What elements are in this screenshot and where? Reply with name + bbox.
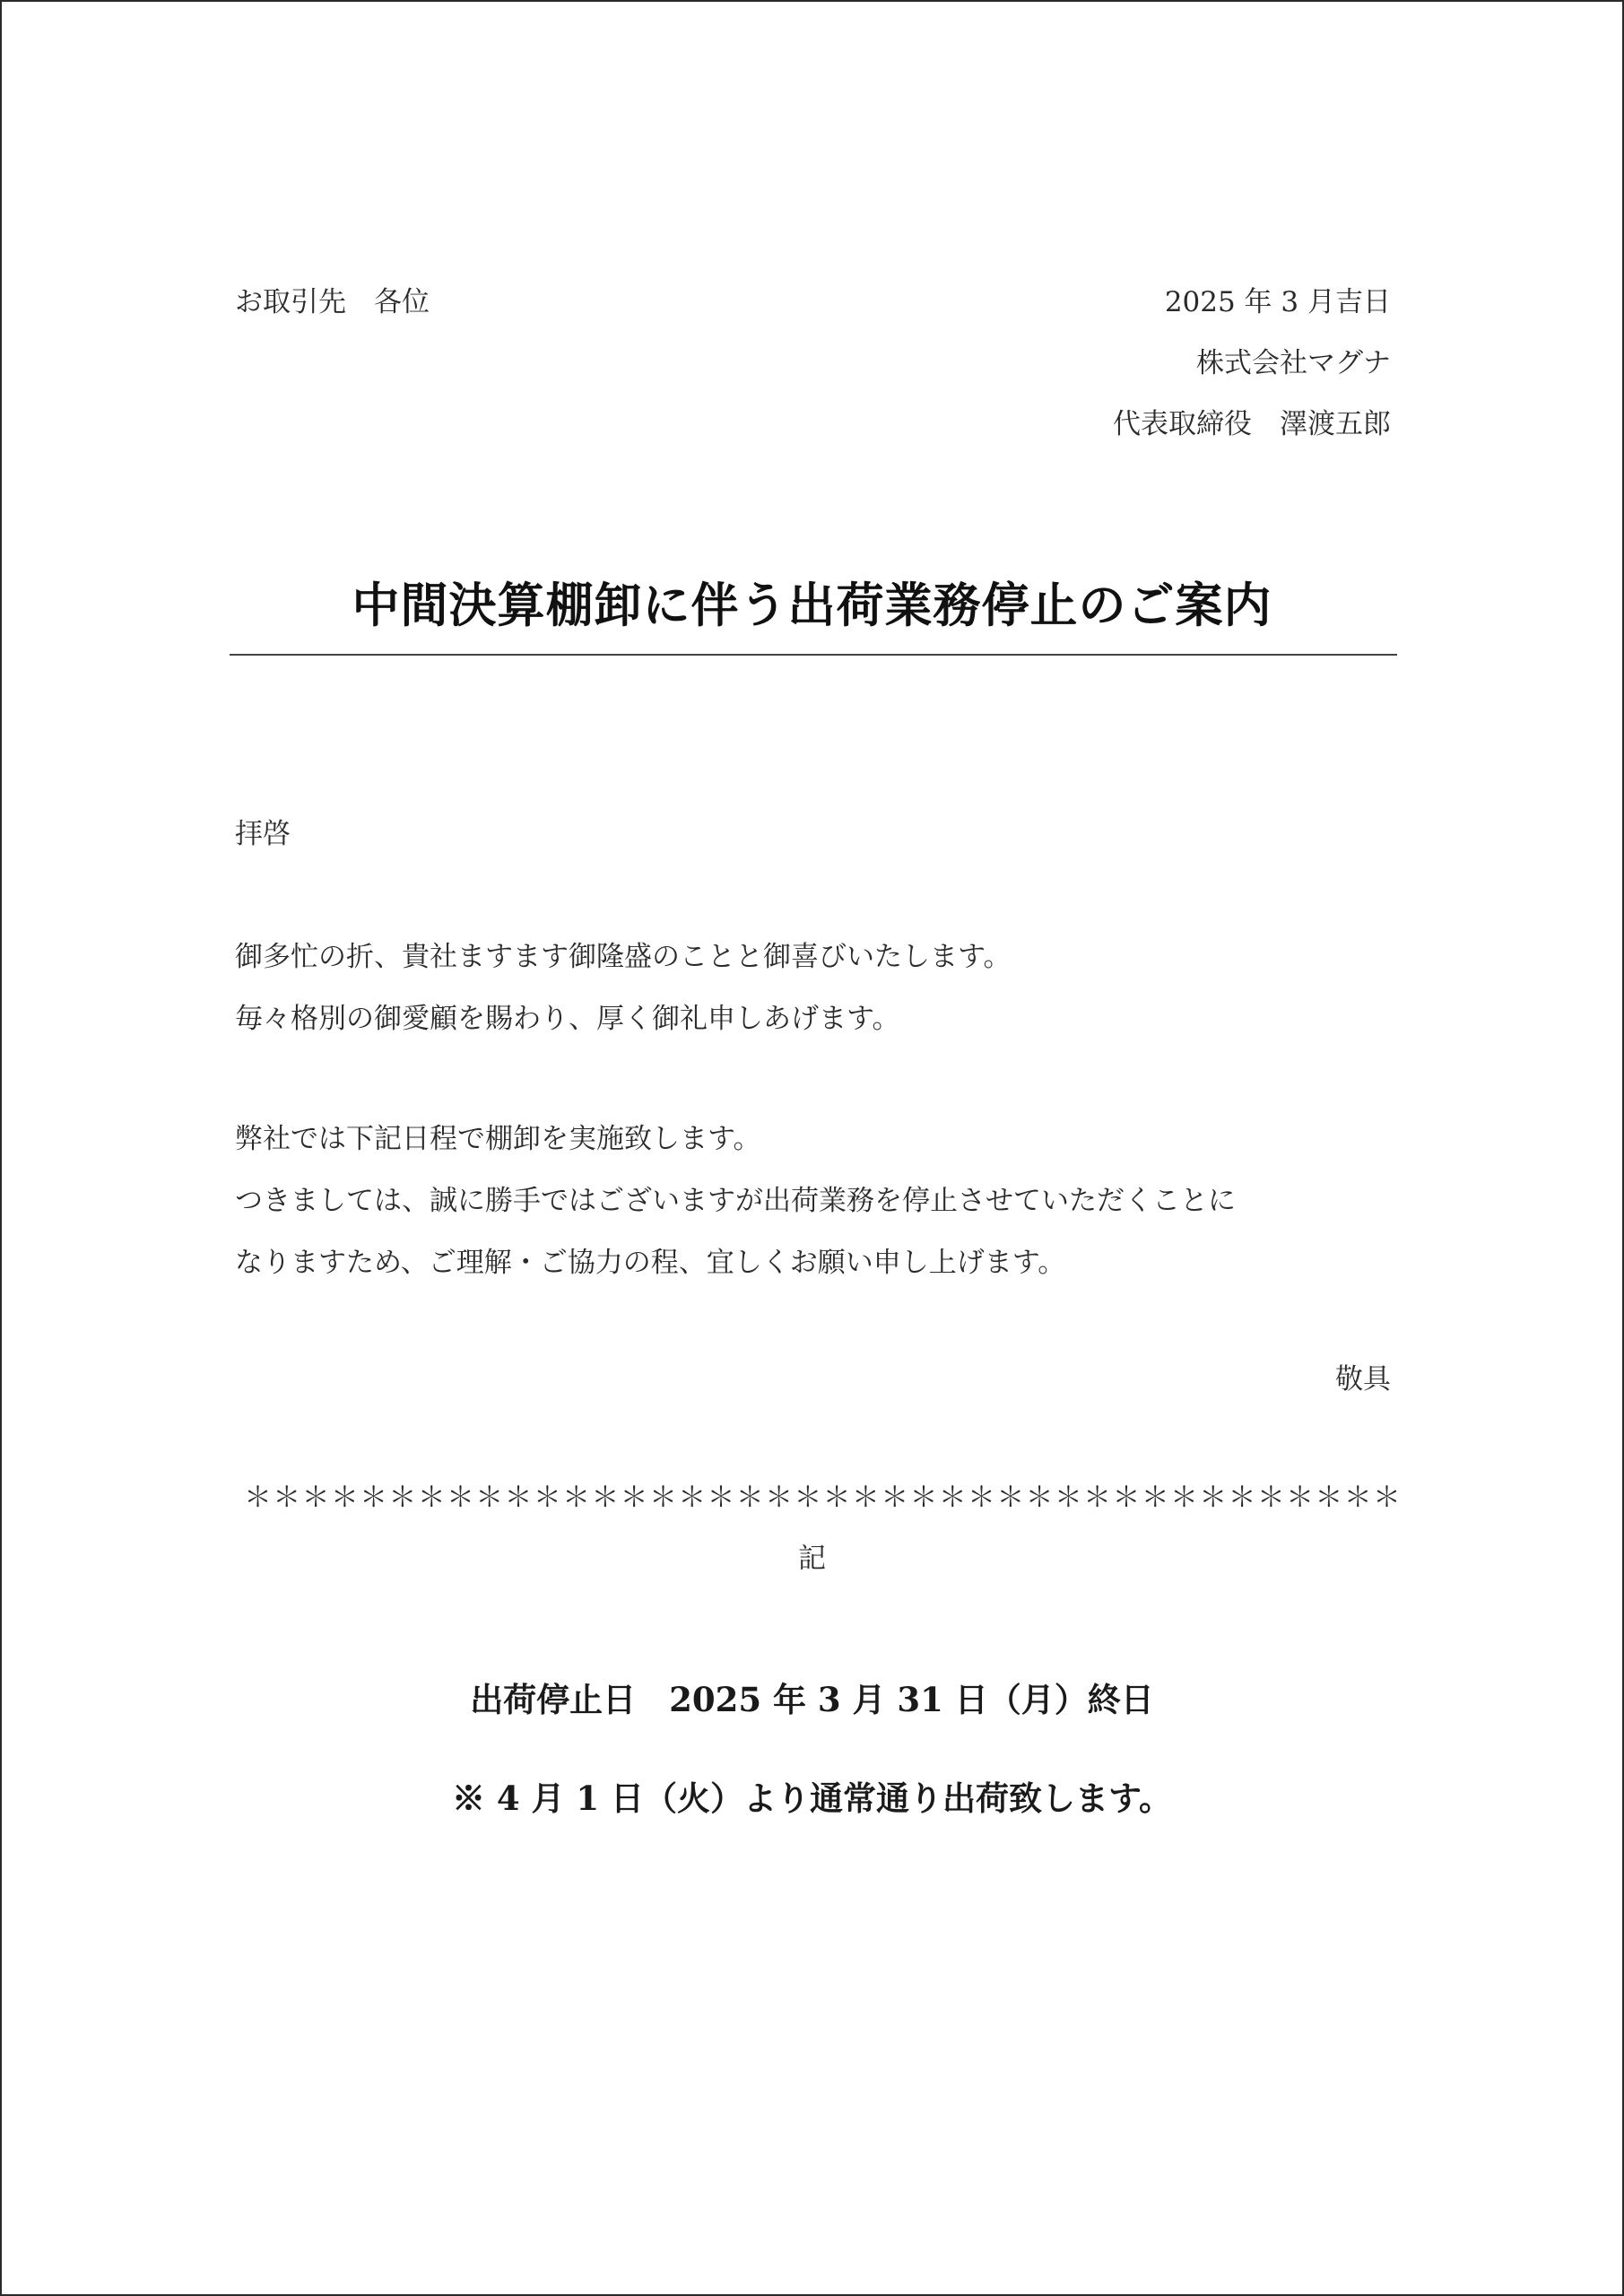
separator-star: ＊ (417, 1482, 446, 1514)
recipient: お取引先 各位 (235, 286, 430, 318)
separator-star: ＊ (938, 1482, 967, 1514)
separator-star: ＊ (1228, 1482, 1256, 1514)
separator-star: ＊ (591, 1482, 620, 1514)
separator-star: ＊ (678, 1482, 707, 1514)
company-name: 株式会社マグナ (1196, 347, 1391, 379)
separator-star: ＊ (1083, 1482, 1112, 1514)
separator-star: ＊ (244, 1482, 272, 1514)
separator-star: ＊ (707, 1482, 735, 1514)
separator-star: ＊ (1054, 1482, 1082, 1514)
separator-star: ＊ (446, 1482, 474, 1514)
separator-star: ＊ (996, 1482, 1025, 1514)
title-underline (230, 654, 1397, 656)
separator-star: ＊ (620, 1482, 648, 1514)
body-line: 御多忙の折、貴社ますます御隆盛のことと御喜びいたします。 (235, 941, 1012, 973)
separator-stars (244, 1480, 1401, 1516)
separator-star: ＊ (909, 1482, 938, 1514)
separator-star: ＊ (765, 1482, 794, 1514)
separator-star: ＊ (735, 1482, 764, 1514)
separator-star: ＊ (562, 1482, 591, 1514)
separator-star: ＊ (360, 1482, 388, 1514)
separator-star: ＊ (1343, 1482, 1372, 1514)
separator-star: ＊ (533, 1482, 561, 1514)
separator-star: ＊ (1315, 1482, 1343, 1514)
body-line: 毎々格別の御愛顧を賜わり、厚く御礼申しあげます。 (235, 1003, 900, 1035)
separator-star: ＊ (968, 1482, 996, 1514)
closing-salutation: 敬具 (1335, 1363, 1391, 1396)
separator-star: ＊ (504, 1482, 533, 1514)
separator-star: ＊ (475, 1482, 504, 1514)
separator-star: ＊ (1112, 1482, 1141, 1514)
body-line: なりますため、ご理解・ご協力の程、宜しくお願い申し上げます。 (235, 1247, 1066, 1279)
separator-star: ＊ (330, 1482, 359, 1514)
separator-star: ＊ (851, 1482, 880, 1514)
separator-star: ＊ (1170, 1482, 1198, 1514)
separator-star: ＊ (1199, 1482, 1228, 1514)
document-title: 中間決算棚卸に伴う出荷業務停止のご案内 (352, 578, 1272, 633)
separator-star: ＊ (1372, 1482, 1401, 1514)
separator-star: ＊ (301, 1482, 330, 1514)
shipping-stop-date: 出荷停止日 2025 年 3 月 31 日（月）終日 (470, 1680, 1154, 1719)
separator-star: ＊ (881, 1482, 909, 1514)
separator-star: ＊ (388, 1482, 417, 1514)
sender-name: 代表取締役 澤渡五郎 (1113, 408, 1391, 440)
separator-star: ＊ (1025, 1482, 1054, 1514)
separator-star: ＊ (1256, 1482, 1285, 1514)
body-line: 弊社では下記日程で棚卸を実施致します。 (235, 1123, 761, 1155)
ki-heading: 記 (798, 1543, 826, 1575)
separator-star: ＊ (648, 1482, 677, 1514)
separator-star: ＊ (273, 1482, 301, 1514)
separator-star: ＊ (822, 1482, 851, 1514)
issue-date: 2025 年 3 月吉日 (1164, 286, 1391, 318)
separator-star: ＊ (1286, 1482, 1315, 1514)
body-line: つきましては、誠に勝手ではございますが出荷業務を停止させていただくことに (235, 1185, 1236, 1217)
separator-star: ＊ (1141, 1482, 1169, 1514)
shipping-resume-note: ※ 4 月 1 日（火）より通常通り出荷致します。 (451, 1779, 1173, 1818)
opening-salutation: 拝啓 (235, 818, 291, 850)
separator-star: ＊ (794, 1482, 822, 1514)
